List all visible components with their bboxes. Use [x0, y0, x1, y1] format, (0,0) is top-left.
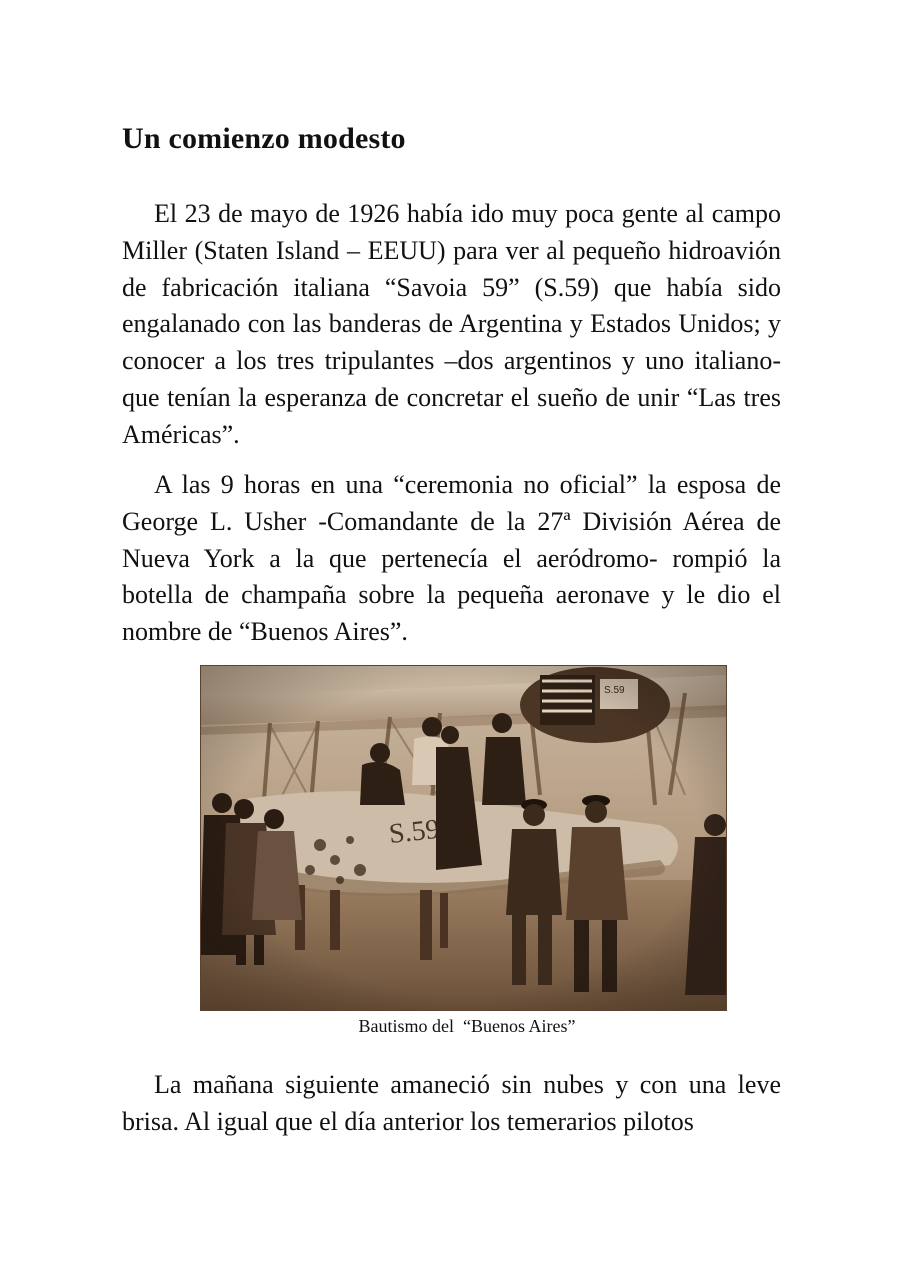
- page-title: Un comienzo modesto: [122, 122, 406, 155]
- paragraph-2: A las 9 horas en una “ceremonia no oficial” la esposa de George L. Usher -Comandante de la 27ª División Aérea de Nueva York a la que pertenecía el aeródromo- rompió la botella de champaña sobre la pequeña aeronave y le dio el nombre de “Buenos Aires”.: [122, 470, 781, 647]
- figure-caption: Bautismo del “Buenos Aires”: [358, 1016, 576, 1036]
- photo-illustration: [200, 665, 727, 1011]
- photo-christening: [200, 665, 727, 1011]
- paragraph-1: El 23 de mayo de 1926 había ido muy poca gente al campo Miller (Staten Island – EEUU) para ver al pequeño hidroavión de fabricación italiana “Savoia 59” (S.59) que había sido engalanado con las banderas de Argentina y Estados Unidos; y conocer a los tres tripulantes –dos argentinos y uno italiano- que tenían la esperanza de concretar el sueño de unir “Las tres Américas”.: [122, 199, 781, 449]
- paragraph-3: La mañana siguiente amaneció sin nubes y con una leve brisa. Al igual que el día anterior los temerarios pilotos: [122, 1070, 781, 1136]
